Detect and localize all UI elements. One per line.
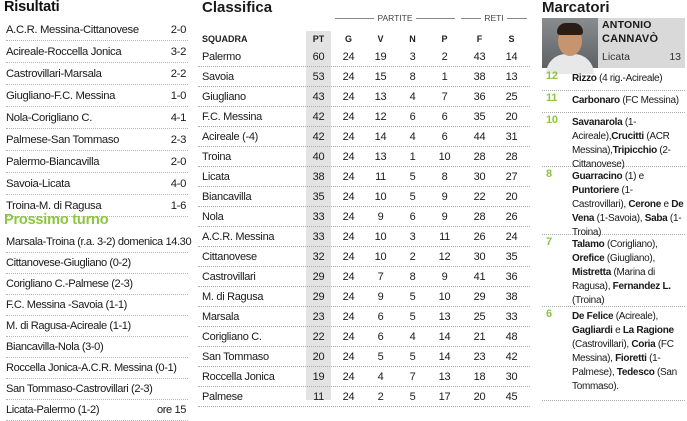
scorer-name: Guarracino	[572, 171, 623, 182]
cell-v: 10	[374, 191, 387, 203]
featured-scorer	[542, 18, 685, 68]
featured-last-name: CANNAVÒ	[602, 33, 659, 45]
table-row	[198, 287, 530, 307]
classifica-title: Classifica	[202, 0, 273, 16]
cell-f: 30	[473, 171, 486, 183]
cell-g: 24	[342, 231, 355, 243]
next-round-row	[6, 232, 192, 253]
cell-s: 31	[505, 131, 518, 143]
scorer-name: Fernandez L.	[612, 281, 671, 292]
scorer-note: (1-Troina)	[572, 213, 682, 238]
scorer-name: Fioretti	[615, 353, 647, 364]
featured-club: Licata	[602, 51, 631, 63]
team-name: San Tommaso	[202, 351, 269, 363]
cell-n: 5	[409, 291, 416, 303]
cell-v: 19	[374, 51, 387, 63]
scorer-name: Saba	[644, 213, 668, 224]
scorer-names	[572, 116, 685, 172]
table-row	[198, 367, 530, 387]
cell-v: 11	[375, 171, 386, 183]
next-round-row	[6, 358, 188, 379]
cell-f: 29	[473, 291, 486, 303]
scorer-name: Savanarola	[572, 117, 623, 128]
scorer-note: (2-Cittanovese)	[572, 145, 671, 170]
scorer-note: (1-Castrovillari),	[572, 185, 633, 210]
header-v: V	[377, 34, 384, 44]
scorer-name: De Vena	[572, 199, 684, 224]
header-g: G	[344, 34, 352, 44]
cell-v: 7	[377, 271, 384, 283]
cell-pt: 29	[312, 291, 325, 303]
cell-n: 5	[409, 351, 416, 363]
group-reti	[461, 13, 527, 29]
team-name: Marsala	[202, 311, 240, 323]
scorer-names	[572, 238, 685, 308]
result-score: 2-2	[170, 68, 186, 80]
result-score: 2-0	[170, 24, 186, 36]
risultati-title: Risultati	[4, 0, 60, 15]
cell-pt: 40	[312, 151, 325, 163]
cell-v: 6	[377, 311, 384, 323]
cell-pt: 42	[312, 131, 325, 143]
cell-n: 5	[409, 311, 416, 323]
next-round-row	[6, 253, 188, 274]
result-match: Castrovillari-Marsala	[6, 68, 102, 80]
cell-s: 42	[505, 351, 518, 363]
cell-f: 28	[473, 211, 486, 223]
cell-f: 30	[473, 251, 486, 263]
team-name: Palmese	[202, 391, 243, 403]
next-round-row	[6, 379, 188, 400]
cell-g: 24	[342, 291, 355, 303]
goal-count: 11	[546, 92, 558, 104]
scorer-name: Cerone	[628, 199, 661, 210]
photo-hair	[557, 23, 583, 35]
cell-p: 7	[441, 91, 448, 103]
standings-column	[198, 0, 530, 403]
left-column	[0, 0, 192, 416]
header-n: N	[409, 34, 416, 44]
goal-count: 10	[546, 114, 558, 126]
cell-p: 10	[438, 151, 451, 163]
cell-n: 8	[409, 271, 416, 283]
cell-pt: 22	[312, 331, 325, 343]
cell-g: 24	[342, 391, 355, 403]
table-row	[198, 147, 530, 167]
team-name: Troina	[202, 151, 231, 163]
cell-g: 24	[342, 331, 355, 343]
next-round-match: Corigliano C.-Palmese (2-3)	[6, 278, 133, 290]
cell-n: 4	[409, 131, 416, 143]
cell-f: 25	[473, 311, 486, 323]
scorer-note: (1-Acireale),	[572, 117, 637, 142]
cell-g: 24	[342, 351, 355, 363]
cell-pt: 20	[312, 351, 325, 363]
table-row	[198, 187, 530, 207]
cell-n: 5	[409, 191, 416, 203]
team-name: Savoia	[202, 71, 234, 83]
scorer-note: (1-Savoia),	[594, 213, 645, 224]
next-round-time: ore 15	[156, 404, 186, 416]
cell-f: 26	[473, 231, 486, 243]
team-name: Giugliano	[202, 91, 246, 103]
next-round-row	[6, 337, 188, 358]
cell-s: 38	[505, 291, 518, 303]
cell-f: 20	[473, 391, 486, 403]
scorer-note: e	[660, 199, 672, 210]
cell-v: 10	[374, 231, 387, 243]
result-match: Troina-M. di Ragusa	[6, 200, 102, 212]
cell-p: 14	[438, 351, 451, 363]
header-f: F	[476, 34, 483, 44]
table-row	[198, 387, 530, 407]
scorer-note: (San Tommaso).	[572, 367, 677, 392]
cell-pt: 29	[312, 271, 325, 283]
cell-n: 7	[409, 371, 416, 383]
cell-s: 24	[505, 231, 518, 243]
cell-p: 10	[438, 291, 451, 303]
cell-v: 9	[377, 291, 384, 303]
cell-v: 10	[374, 251, 387, 263]
result-score: 2-0	[170, 156, 186, 168]
featured-goals: 13	[669, 51, 681, 63]
scorer-name: Mistretta	[572, 267, 611, 278]
marcatori-title: Marcatori	[542, 0, 610, 16]
cell-s: 35	[505, 251, 518, 263]
header-pt: PT	[312, 34, 325, 44]
cell-p: 17	[438, 391, 451, 403]
scorer-name: La Ragione	[622, 325, 674, 336]
cell-g: 24	[342, 211, 355, 223]
cell-n: 6	[409, 211, 416, 223]
result-match: Palmese-San Tommaso	[6, 134, 120, 146]
team-name: Licata	[202, 171, 230, 183]
scorer-note: e	[612, 325, 623, 336]
cell-f: 38	[473, 71, 486, 83]
table-row	[198, 207, 530, 227]
scorer-name: Tedesco	[616, 367, 655, 378]
cell-pt: 35	[312, 191, 325, 203]
table-row	[198, 127, 530, 147]
cell-s: 45	[505, 391, 518, 403]
cell-v: 13	[374, 151, 387, 163]
table-row	[198, 327, 530, 347]
next-round-match: Biancavilla-Nola (3-0)	[6, 341, 104, 353]
goal-count: 6	[546, 308, 552, 320]
team-name: M. di Ragusa	[202, 291, 264, 303]
scorer-note: (4 rig.-Acireale)	[596, 73, 663, 84]
cell-v: 15	[374, 71, 387, 83]
cell-g: 24	[342, 91, 355, 103]
scorer-names	[572, 94, 685, 108]
featured-first-name: ANTONIO	[602, 19, 652, 31]
cell-p: 6	[441, 131, 448, 143]
cell-s: 28	[505, 151, 518, 163]
scorer-note: (Corigliano),	[604, 239, 658, 250]
header-squadra: SQUADRA	[202, 34, 248, 44]
table-row	[198, 307, 530, 327]
cell-f: 22	[473, 191, 486, 203]
result-row	[6, 173, 188, 195]
cell-f: 44	[473, 131, 486, 143]
cell-s: 48	[505, 331, 518, 343]
result-row	[6, 129, 188, 151]
result-match: Giugliano-F.C. Messina	[6, 90, 116, 102]
scorer-name: Coria	[631, 339, 656, 350]
cell-n: 2	[409, 251, 416, 263]
cell-s: 33	[505, 311, 518, 323]
scorer-group	[542, 113, 685, 170]
scorer-note: (1-Palmese),	[572, 353, 661, 378]
cell-n: 5	[409, 171, 416, 183]
scorer-note: (Marina di Ragusa),	[572, 267, 655, 292]
cell-v: 12	[374, 111, 387, 123]
cell-g: 24	[342, 71, 355, 83]
cell-n: 3	[409, 231, 416, 243]
scorer-note: (FC Messina)	[619, 95, 679, 106]
cell-f: 35	[473, 111, 486, 123]
scorer-names	[572, 170, 685, 240]
cell-f: 23	[473, 351, 486, 363]
next-round-match: Marsala-Troina (r.a. 3-2) domenica 14.30	[6, 236, 192, 248]
cell-s: 13	[505, 71, 518, 83]
scorer-note: (Castrovillari),	[572, 339, 632, 350]
team-name: Cittanovese	[202, 251, 257, 263]
cell-p: 11	[439, 231, 450, 243]
cell-s: 14	[505, 51, 518, 63]
result-row	[6, 151, 188, 173]
cell-v: 13	[374, 91, 387, 103]
prossimo-turno-title: Prossimo turno	[4, 212, 109, 228]
cell-p: 6	[441, 111, 448, 123]
scorer-names	[572, 310, 685, 394]
table-row	[198, 267, 530, 287]
table-row	[198, 227, 530, 247]
cell-pt: 60	[312, 51, 325, 63]
table-row	[198, 347, 530, 367]
cell-p: 13	[438, 371, 451, 383]
cell-pt: 42	[312, 111, 325, 123]
scorer-name: Puntoriere	[572, 185, 620, 196]
next-round-row	[6, 316, 188, 337]
next-round-match: Cittanovese-Giugliano (0-2)	[6, 257, 131, 269]
cell-v: 2	[377, 391, 384, 403]
cell-g: 24	[342, 51, 355, 63]
table-row	[198, 167, 530, 187]
cell-pt: 33	[312, 211, 325, 223]
scorer-name: Rizzo	[572, 73, 597, 84]
cell-n: 4	[409, 331, 416, 343]
cell-pt: 53	[312, 71, 325, 83]
scorer-name: Orefice	[572, 253, 605, 264]
table-row	[198, 47, 530, 67]
next-round-match: Licata-Palermo (1-2)	[6, 404, 100, 416]
result-score: 1-0	[170, 90, 186, 102]
cell-v: 6	[377, 331, 384, 343]
header-p: P	[441, 34, 448, 44]
scorer-names	[572, 72, 685, 86]
scorer-name: Talamo	[572, 239, 605, 250]
cell-g: 24	[342, 111, 355, 123]
team-name: Roccella Jonica	[202, 371, 275, 383]
table-row	[198, 67, 530, 87]
result-match: A.C.R. Messina-Cittanovese	[6, 24, 139, 36]
next-round-row	[6, 274, 188, 295]
goal-count: 12	[546, 70, 558, 82]
group-partite	[335, 13, 455, 29]
cell-s: 25	[505, 91, 518, 103]
cell-s: 20	[505, 191, 518, 203]
cell-pt: 11	[313, 391, 324, 403]
result-score: 3-2	[170, 46, 186, 58]
scorer-name: Tripicchio	[612, 145, 657, 156]
cell-p: 14	[438, 331, 451, 343]
table-row	[198, 107, 530, 127]
scorer-name: Crucitti	[611, 131, 644, 142]
scorer-group	[542, 69, 685, 91]
cell-pt: 43	[312, 91, 325, 103]
next-round-match: San Tommaso-Castrovillari (2-3)	[6, 383, 153, 395]
scorer-name: De Felice	[572, 311, 614, 322]
cell-f: 18	[473, 371, 486, 383]
result-score: 4-1	[170, 112, 186, 124]
cell-n: 5	[409, 391, 416, 403]
cell-g: 24	[342, 311, 355, 323]
team-name: Nola	[202, 211, 224, 223]
scorer-group	[542, 91, 685, 113]
scorers-column	[540, 0, 687, 400]
team-name: Castrovillari	[202, 271, 256, 283]
cell-f: 43	[473, 51, 486, 63]
next-round-match: Roccella Jonica-A.C.R. Messina (0-1)	[6, 362, 177, 374]
scorer-group	[542, 235, 685, 307]
goal-count: 7	[546, 236, 552, 248]
cell-g: 24	[342, 151, 355, 163]
header-s: S	[508, 34, 515, 44]
scorer-note: (1) e	[622, 171, 644, 182]
cell-g: 24	[342, 371, 355, 383]
cell-s: 30	[505, 371, 518, 383]
cell-v: 4	[377, 371, 384, 383]
team-name: Acireale (-4)	[202, 131, 259, 143]
player-photo	[542, 18, 598, 68]
cell-s: 36	[505, 271, 518, 283]
cell-n: 8	[409, 71, 416, 83]
table-row	[198, 247, 530, 267]
cell-s: 27	[505, 171, 518, 183]
cell-n: 4	[409, 91, 416, 103]
scorer-group	[542, 167, 685, 238]
scorer-note: (Troina)	[572, 295, 605, 306]
cell-v: 14	[374, 131, 387, 143]
cell-pt: 38	[312, 171, 325, 183]
cell-s: 20	[505, 111, 518, 123]
cell-n: 6	[409, 111, 416, 123]
result-score: 4-0	[170, 178, 186, 190]
team-name: Palermo	[202, 51, 241, 63]
result-row	[6, 107, 188, 129]
result-match: Palermo-Biancavilla	[6, 156, 100, 168]
cell-f: 21	[473, 331, 486, 343]
cell-pt: 23	[312, 311, 325, 323]
cell-p: 9	[441, 271, 448, 283]
cell-f: 41	[473, 271, 486, 283]
cell-g: 24	[342, 191, 355, 203]
scorer-note: (Giugliano),	[604, 253, 655, 264]
cell-g: 24	[342, 131, 355, 143]
result-row	[6, 19, 188, 41]
cell-p: 2	[441, 51, 448, 63]
cell-n: 1	[409, 151, 416, 163]
cell-pt: 19	[312, 371, 325, 383]
result-match: Savoia-Licata	[6, 178, 70, 190]
cell-g: 24	[342, 251, 355, 263]
team-name: F.C. Messina	[202, 111, 262, 123]
next-round-row	[6, 295, 188, 316]
result-score: 1-6	[170, 200, 186, 212]
result-row	[6, 85, 188, 107]
next-round-match: F.C. Messina -Savoia (1-1)	[6, 299, 127, 311]
cell-pt: 32	[312, 251, 325, 263]
scorer-group	[542, 307, 685, 401]
cell-g: 24	[342, 271, 355, 283]
result-row	[6, 63, 188, 85]
next-round-row	[6, 400, 188, 421]
cell-g: 24	[342, 171, 355, 183]
cell-p: 13	[438, 311, 451, 323]
cell-v: 5	[377, 351, 384, 363]
team-name: Biancavilla	[202, 191, 252, 203]
cell-p: 12	[438, 251, 451, 263]
scorer-note: (ACR Messina),	[572, 131, 670, 156]
result-row	[6, 41, 188, 63]
cell-f: 28	[473, 151, 486, 163]
cell-p: 9	[441, 191, 448, 203]
cell-n: 3	[409, 51, 416, 63]
scorer-name: Carbonaro	[572, 95, 620, 106]
cell-f: 36	[473, 91, 486, 103]
cell-s: 26	[505, 211, 518, 223]
scorer-note: (FC Messina),	[572, 339, 674, 364]
result-score: 2-3	[170, 134, 186, 146]
cell-v: 9	[377, 211, 384, 223]
result-match: Acireale-Roccella Jonica	[6, 46, 122, 58]
team-name: Corigliano C.	[202, 331, 262, 343]
team-name: A.C.R. Messina	[202, 231, 275, 243]
cell-pt: 33	[312, 231, 325, 243]
goal-count: 8	[546, 168, 552, 180]
group-partite-label: PARTITE	[374, 13, 415, 23]
table-row	[198, 87, 530, 107]
cell-p: 8	[441, 171, 448, 183]
next-round-match: M. di Ragusa-Acireale (1-1)	[6, 320, 131, 332]
result-match: Nola-Corigliano C.	[6, 112, 92, 124]
cell-p: 9	[441, 211, 448, 223]
group-reti-label: RETI	[481, 13, 506, 23]
cell-p: 1	[441, 71, 448, 83]
scorer-name: Gagliardi	[572, 325, 613, 336]
scorer-note: (Acireale),	[613, 311, 658, 322]
